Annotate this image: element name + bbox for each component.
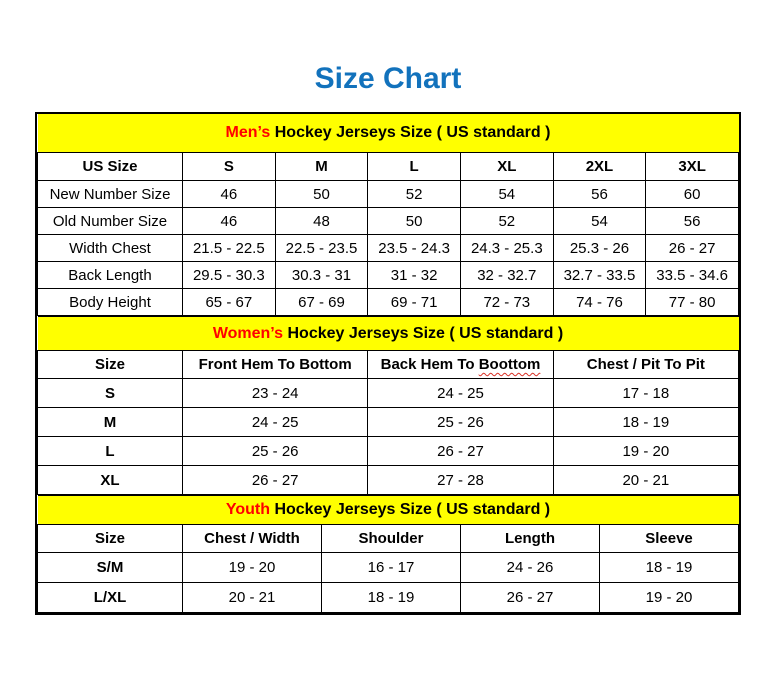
youth-cell: 16 - 17 bbox=[322, 553, 461, 583]
mens-cell: 52 bbox=[368, 181, 461, 208]
mens-cell: 30.3 - 31 bbox=[275, 262, 368, 289]
mens-cell: 72 - 73 bbox=[460, 289, 553, 316]
mens-cell: 32.7 - 33.5 bbox=[553, 262, 646, 289]
womens-column-header: Front Hem To Bottom bbox=[183, 351, 368, 379]
misspelled-word-squiggle: Boottom bbox=[478, 356, 541, 373]
mens-cell: 54 bbox=[553, 208, 646, 235]
mens-cell: 21.5 - 22.5 bbox=[183, 235, 276, 262]
youth-cell: 26 - 27 bbox=[461, 583, 600, 613]
mens-row-label: New Number Size bbox=[38, 181, 183, 208]
mens-data-row bbox=[38, 289, 739, 316]
youth-column-header: Length bbox=[461, 525, 600, 553]
mens-cell: 48 bbox=[275, 208, 368, 235]
womens-row-label: S bbox=[38, 379, 183, 408]
youth-column-header: Size bbox=[38, 525, 183, 553]
mens-banner bbox=[38, 114, 739, 153]
womens-header-row bbox=[38, 351, 739, 379]
youth-header-row bbox=[38, 525, 739, 553]
mens-cell: 25.3 - 26 bbox=[553, 235, 646, 262]
mens-cell: 50 bbox=[368, 208, 461, 235]
youth-column-header: Chest / Width bbox=[183, 525, 322, 553]
youth-row-label: S/M bbox=[38, 553, 183, 583]
mens-cell: 56 bbox=[646, 208, 739, 235]
mens-column-header: 3XL bbox=[646, 153, 739, 181]
youth-cell: 20 - 21 bbox=[183, 583, 322, 613]
youth-banner bbox=[38, 496, 739, 525]
youth-banner-row bbox=[38, 496, 739, 525]
column-header-text: Back Hem To bbox=[380, 356, 479, 373]
youth-column-header: Shoulder bbox=[322, 525, 461, 553]
mens-row-label: Back Length bbox=[38, 262, 183, 289]
youth-data-row bbox=[38, 553, 739, 583]
mens-cell: 77 - 80 bbox=[646, 289, 739, 316]
womens-data-row bbox=[38, 466, 739, 495]
womens-cell: 19 - 20 bbox=[553, 437, 738, 466]
mens-column-header: US Size bbox=[38, 153, 183, 181]
youth-cell: 19 - 20 bbox=[600, 583, 739, 613]
youth-cell: 24 - 26 bbox=[461, 553, 600, 583]
womens-cell: 27 - 28 bbox=[368, 466, 553, 495]
mens-data-row bbox=[38, 262, 739, 289]
womens-data-row bbox=[38, 408, 739, 437]
mens-cell: 22.5 - 23.5 bbox=[275, 235, 368, 262]
youth-banner-text: Hockey Jerseys Size ( US standard ) bbox=[274, 501, 551, 518]
mens-banner-row bbox=[38, 114, 739, 153]
youth-cell: 19 - 20 bbox=[183, 553, 322, 583]
mens-cell: 46 bbox=[183, 208, 276, 235]
womens-cell: 25 - 26 bbox=[368, 408, 553, 437]
youth-cell: 18 - 19 bbox=[322, 583, 461, 613]
womens-cell: 25 - 26 bbox=[183, 437, 368, 466]
mens-cell: 26 - 27 bbox=[646, 235, 739, 262]
mens-cell: 33.5 - 34.6 bbox=[646, 262, 739, 289]
womens-row-label: L bbox=[38, 437, 183, 466]
womens-banner-row bbox=[38, 317, 739, 351]
youth-size-table bbox=[37, 495, 739, 613]
mens-cell: 54 bbox=[460, 181, 553, 208]
mens-column-header: 2XL bbox=[553, 153, 646, 181]
mens-column-header: M bbox=[275, 153, 368, 181]
mens-cell: 24.3 - 25.3 bbox=[460, 235, 553, 262]
mens-cell: 29.5 - 30.3 bbox=[183, 262, 276, 289]
mens-cell: 65 - 67 bbox=[183, 289, 276, 316]
womens-size-table bbox=[37, 316, 739, 495]
womens-column-header: Size bbox=[38, 351, 183, 379]
youth-data-row bbox=[38, 583, 739, 613]
size-tables-container bbox=[35, 112, 741, 615]
womens-cell: 24 - 25 bbox=[368, 379, 553, 408]
mens-cell: 31 - 32 bbox=[368, 262, 461, 289]
womens-cell: 18 - 19 bbox=[553, 408, 738, 437]
mens-column-header: L bbox=[368, 153, 461, 181]
womens-row-label: XL bbox=[38, 466, 183, 495]
womens-cell: 26 - 27 bbox=[183, 466, 368, 495]
mens-cell: 32 - 32.7 bbox=[460, 262, 553, 289]
womens-cell: 20 - 21 bbox=[553, 466, 738, 495]
page-title: Size Chart bbox=[314, 62, 462, 95]
mens-row-label: Body Height bbox=[38, 289, 183, 316]
mens-column-header: XL bbox=[460, 153, 553, 181]
youth-column-header: Sleeve bbox=[600, 525, 739, 553]
womens-column-header: Chest / Pit To Pit bbox=[553, 351, 738, 379]
youth-banner-highlight: Youth bbox=[225, 501, 270, 518]
mens-banner-highlight: Men’s bbox=[225, 124, 271, 141]
mens-cell: 52 bbox=[460, 208, 553, 235]
mens-data-row bbox=[38, 208, 739, 235]
womens-cell: 17 - 18 bbox=[553, 379, 738, 408]
mens-data-row bbox=[38, 235, 739, 262]
womens-column-header bbox=[368, 351, 553, 379]
youth-cell: 18 - 19 bbox=[600, 553, 739, 583]
womens-banner-highlight: Women’s bbox=[212, 324, 284, 342]
womens-cell: 24 - 25 bbox=[183, 408, 368, 437]
mens-cell: 56 bbox=[553, 181, 646, 208]
mens-cell: 69 - 71 bbox=[368, 289, 461, 316]
youth-row-label: L/XL bbox=[38, 583, 183, 613]
mens-cell: 50 bbox=[275, 181, 368, 208]
womens-cell: 26 - 27 bbox=[368, 437, 553, 466]
mens-row-label: Old Number Size bbox=[38, 208, 183, 235]
mens-row-label: Width Chest bbox=[38, 235, 183, 262]
womens-banner bbox=[38, 317, 739, 351]
mens-cell: 23.5 - 24.3 bbox=[368, 235, 461, 262]
womens-data-row bbox=[38, 379, 739, 408]
womens-banner-text: Hockey Jerseys Size ( US standard ) bbox=[287, 324, 564, 342]
mens-cell: 46 bbox=[183, 181, 276, 208]
mens-cell: 67 - 69 bbox=[275, 289, 368, 316]
womens-cell: 23 - 24 bbox=[183, 379, 368, 408]
womens-row-label: M bbox=[38, 408, 183, 437]
mens-banner-text: Hockey Jerseys Size ( US standard ) bbox=[274, 124, 551, 141]
mens-header-row bbox=[38, 153, 739, 181]
mens-cell: 74 - 76 bbox=[553, 289, 646, 316]
mens-data-row bbox=[38, 181, 739, 208]
mens-size-table bbox=[37, 114, 739, 316]
mens-column-header: S bbox=[183, 153, 276, 181]
womens-data-row bbox=[38, 437, 739, 466]
mens-cell: 60 bbox=[646, 181, 739, 208]
